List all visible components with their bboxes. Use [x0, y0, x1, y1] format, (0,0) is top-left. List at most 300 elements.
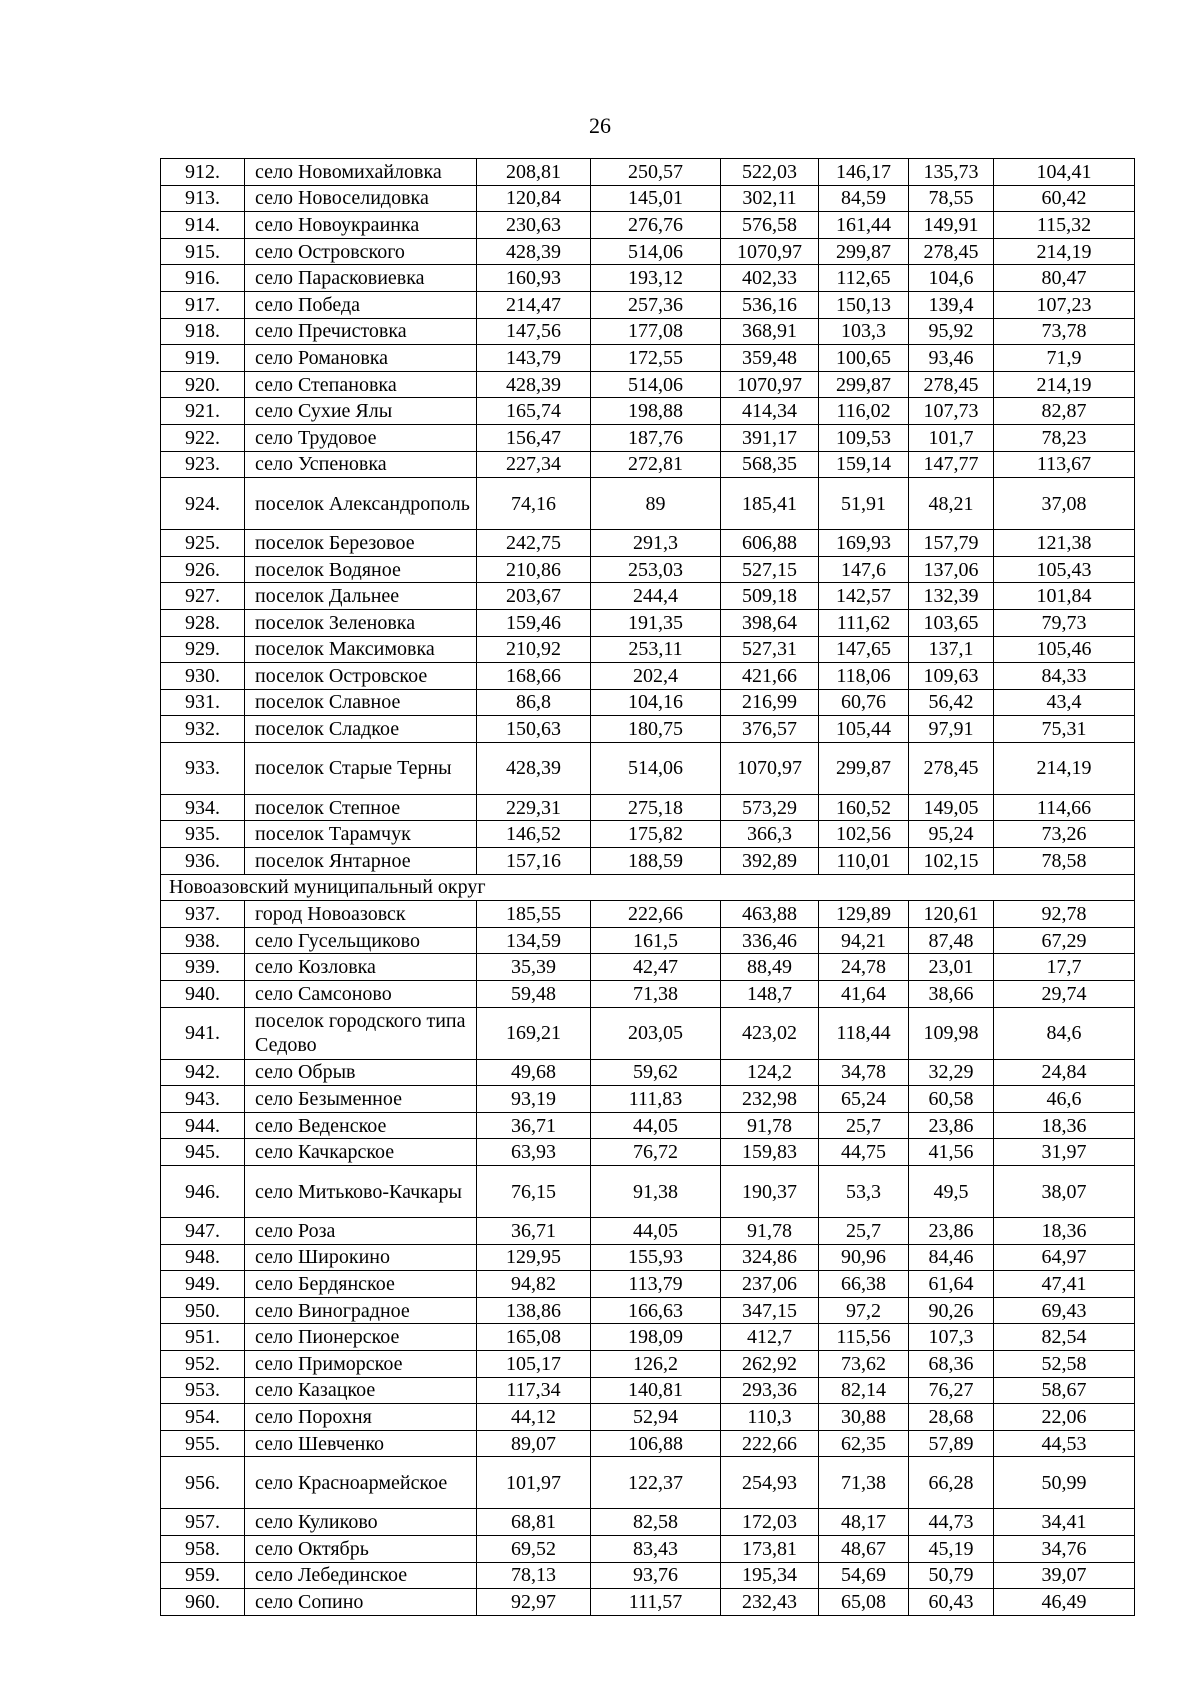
value-cell-6: 75,31	[994, 716, 1135, 743]
value-cell-5: 23,01	[909, 954, 994, 981]
value-cell-5: 60,58	[909, 1086, 994, 1113]
value-cell-4: 51,91	[819, 478, 909, 530]
value-cell-6: 78,58	[994, 848, 1135, 875]
settlement-name: село Успеновка	[245, 451, 477, 478]
table-row	[161, 1218, 1135, 1245]
value-cell-2: 52,94	[591, 1404, 721, 1431]
row-number: 936.	[161, 848, 245, 875]
value-cell-6: 214,19	[994, 238, 1135, 265]
row-number: 951.	[161, 1324, 245, 1351]
settlement-name: поселок городского типа Седово	[245, 1007, 477, 1059]
value-cell-5: 76,27	[909, 1377, 994, 1404]
value-cell-6: 29,74	[994, 981, 1135, 1008]
value-cell-5: 32,29	[909, 1059, 994, 1086]
value-cell-1: 428,39	[477, 742, 591, 794]
table-row	[161, 1324, 1135, 1351]
value-cell-6: 22,06	[994, 1404, 1135, 1431]
value-cell-4: 41,64	[819, 981, 909, 1008]
value-cell-2: 514,06	[591, 238, 721, 265]
value-cell-4: 160,52	[819, 794, 909, 821]
table-row	[161, 1112, 1135, 1139]
value-cell-3: 412,7	[721, 1324, 819, 1351]
table-row	[161, 901, 1135, 928]
value-cell-1: 160,93	[477, 265, 591, 292]
value-cell-3: 88,49	[721, 954, 819, 981]
value-cell-3: 262,92	[721, 1350, 819, 1377]
row-number: 943.	[161, 1086, 245, 1113]
value-cell-5: 78,55	[909, 185, 994, 212]
value-cell-2: 193,12	[591, 265, 721, 292]
value-cell-1: 93,19	[477, 1086, 591, 1113]
value-cell-3: 366,3	[721, 821, 819, 848]
value-cell-4: 118,06	[819, 663, 909, 690]
value-cell-2: 161,5	[591, 927, 721, 954]
value-cell-4: 34,78	[819, 1059, 909, 1086]
table-row	[161, 424, 1135, 451]
value-cell-4: 116,02	[819, 398, 909, 425]
table-row	[161, 1244, 1135, 1271]
value-cell-6: 38,07	[994, 1166, 1135, 1218]
value-cell-4: 90,96	[819, 1244, 909, 1271]
value-cell-3: 195,34	[721, 1562, 819, 1589]
value-cell-2: 126,2	[591, 1350, 721, 1377]
row-number: 938.	[161, 927, 245, 954]
value-cell-1: 208,81	[477, 159, 591, 186]
value-cell-1: 156,47	[477, 424, 591, 451]
table-row	[161, 291, 1135, 318]
value-cell-2: 275,18	[591, 794, 721, 821]
value-cell-2: 106,88	[591, 1430, 721, 1457]
value-cell-2: 91,38	[591, 1166, 721, 1218]
value-cell-5: 147,77	[909, 451, 994, 478]
value-cell-4: 54,69	[819, 1562, 909, 1589]
value-cell-2: 44,05	[591, 1112, 721, 1139]
table-row	[161, 1139, 1135, 1166]
value-cell-4: 60,76	[819, 689, 909, 716]
value-cell-1: 147,56	[477, 318, 591, 345]
value-cell-1: 168,66	[477, 663, 591, 690]
table-row	[161, 1404, 1135, 1431]
settlement-name: село Сухие Ялы	[245, 398, 477, 425]
value-cell-1: 117,34	[477, 1377, 591, 1404]
row-number: 934.	[161, 794, 245, 821]
settlement-name: село Самсоново	[245, 981, 477, 1008]
value-cell-4: 147,6	[819, 556, 909, 583]
value-cell-5: 137,06	[909, 556, 994, 583]
value-cell-4: 82,14	[819, 1377, 909, 1404]
value-cell-4: 146,17	[819, 159, 909, 186]
row-number: 913.	[161, 185, 245, 212]
value-cell-5: 120,61	[909, 901, 994, 928]
value-cell-2: 257,36	[591, 291, 721, 318]
table-body	[161, 159, 1135, 1616]
value-cell-4: 65,24	[819, 1086, 909, 1113]
value-cell-4: 100,65	[819, 345, 909, 372]
settlement-name: село Степановка	[245, 371, 477, 398]
value-cell-4: 118,44	[819, 1007, 909, 1059]
value-cell-5: 278,45	[909, 238, 994, 265]
table-row	[161, 159, 1135, 186]
table-row	[161, 265, 1135, 292]
row-number: 928.	[161, 609, 245, 636]
table-row	[161, 1589, 1135, 1616]
row-number: 956.	[161, 1457, 245, 1509]
table-row	[161, 1457, 1135, 1509]
value-cell-1: 49,68	[477, 1059, 591, 1086]
value-cell-5: 60,43	[909, 1589, 994, 1616]
row-number: 950.	[161, 1297, 245, 1324]
settlement-name: село Виноградное	[245, 1297, 477, 1324]
row-number: 930.	[161, 663, 245, 690]
value-cell-3: 293,36	[721, 1377, 819, 1404]
row-number: 929.	[161, 636, 245, 663]
settlement-name: поселок Тарамчук	[245, 821, 477, 848]
value-cell-5: 135,73	[909, 159, 994, 186]
value-cell-2: 89	[591, 478, 721, 530]
row-number: 924.	[161, 478, 245, 530]
value-cell-6: 44,53	[994, 1430, 1135, 1457]
value-cell-2: 59,62	[591, 1059, 721, 1086]
value-cell-1: 159,46	[477, 609, 591, 636]
value-cell-2: 93,76	[591, 1562, 721, 1589]
value-cell-6: 84,6	[994, 1007, 1135, 1059]
value-cell-2: 202,4	[591, 663, 721, 690]
value-cell-3: 216,99	[721, 689, 819, 716]
value-cell-5: 68,36	[909, 1350, 994, 1377]
settlement-name: поселок Дальнее	[245, 583, 477, 610]
value-cell-5: 157,79	[909, 530, 994, 557]
settlement-name: поселок Янтарное	[245, 848, 477, 875]
value-cell-1: 165,08	[477, 1324, 591, 1351]
value-cell-6: 17,7	[994, 954, 1135, 981]
row-number: 917.	[161, 291, 245, 318]
value-cell-3: 172,03	[721, 1509, 819, 1536]
value-cell-6: 60,42	[994, 185, 1135, 212]
value-cell-6: 84,33	[994, 663, 1135, 690]
settlement-name: село Романовка	[245, 345, 477, 372]
value-cell-3: 568,35	[721, 451, 819, 478]
value-cell-1: 203,67	[477, 583, 591, 610]
value-cell-5: 278,45	[909, 742, 994, 794]
value-cell-3: 391,17	[721, 424, 819, 451]
value-cell-5: 23,86	[909, 1112, 994, 1139]
value-cell-5: 23,86	[909, 1218, 994, 1245]
settlement-name: село Новомихайловка	[245, 159, 477, 186]
settlement-name: село Октябрь	[245, 1535, 477, 1562]
value-cell-3: 398,64	[721, 609, 819, 636]
settlement-name: село Веденское	[245, 1112, 477, 1139]
table-row	[161, 530, 1135, 557]
value-cell-1: 185,55	[477, 901, 591, 928]
row-number: 944.	[161, 1112, 245, 1139]
value-cell-2: 250,57	[591, 159, 721, 186]
table-row	[161, 1350, 1135, 1377]
table-row	[161, 212, 1135, 239]
value-cell-2: 514,06	[591, 742, 721, 794]
value-cell-5: 93,46	[909, 345, 994, 372]
value-cell-4: 48,17	[819, 1509, 909, 1536]
value-cell-5: 44,73	[909, 1509, 994, 1536]
table-row	[161, 1509, 1135, 1536]
value-cell-5: 101,7	[909, 424, 994, 451]
value-cell-1: 157,16	[477, 848, 591, 875]
row-number: 932.	[161, 716, 245, 743]
value-cell-3: 190,37	[721, 1166, 819, 1218]
settlement-name: село Лебединское	[245, 1562, 477, 1589]
row-number: 955.	[161, 1430, 245, 1457]
value-cell-5: 95,24	[909, 821, 994, 848]
value-cell-6: 92,78	[994, 901, 1135, 928]
value-cell-4: 159,14	[819, 451, 909, 478]
value-cell-4: 65,08	[819, 1589, 909, 1616]
value-cell-5: 56,42	[909, 689, 994, 716]
value-cell-5: 95,92	[909, 318, 994, 345]
table-row	[161, 848, 1135, 875]
value-cell-3: 347,15	[721, 1297, 819, 1324]
value-cell-5: 90,26	[909, 1297, 994, 1324]
value-cell-6: 114,66	[994, 794, 1135, 821]
row-number: 954.	[161, 1404, 245, 1431]
value-cell-3: 254,93	[721, 1457, 819, 1509]
row-number: 916.	[161, 265, 245, 292]
settlement-name: поселок Александрополь	[245, 478, 477, 530]
value-cell-5: 107,3	[909, 1324, 994, 1351]
value-cell-5: 28,68	[909, 1404, 994, 1431]
value-cell-2: 111,57	[591, 1589, 721, 1616]
value-cell-6: 47,41	[994, 1271, 1135, 1298]
value-cell-6: 105,46	[994, 636, 1135, 663]
value-cell-3: 392,89	[721, 848, 819, 875]
value-cell-5: 61,64	[909, 1271, 994, 1298]
row-number: 957.	[161, 1509, 245, 1536]
table-row	[161, 636, 1135, 663]
table-row	[161, 345, 1135, 372]
row-number: 942.	[161, 1059, 245, 1086]
value-cell-2: 172,55	[591, 345, 721, 372]
table-row	[161, 981, 1135, 1008]
value-cell-6: 64,97	[994, 1244, 1135, 1271]
table-row	[161, 398, 1135, 425]
settlement-name: село Новоукраинка	[245, 212, 477, 239]
row-number: 921.	[161, 398, 245, 425]
row-number: 935.	[161, 821, 245, 848]
value-cell-1: 129,95	[477, 1244, 591, 1271]
row-number: 947.	[161, 1218, 245, 1245]
value-cell-3: 522,03	[721, 159, 819, 186]
row-number: 953.	[161, 1377, 245, 1404]
table-row	[161, 821, 1135, 848]
row-number: 926.	[161, 556, 245, 583]
row-number: 925.	[161, 530, 245, 557]
value-cell-1: 242,75	[477, 530, 591, 557]
row-number: 919.	[161, 345, 245, 372]
value-cell-5: 48,21	[909, 478, 994, 530]
row-number: 937.	[161, 901, 245, 928]
value-cell-3: 376,57	[721, 716, 819, 743]
settlement-name: село Парасковиевка	[245, 265, 477, 292]
value-cell-5: 41,56	[909, 1139, 994, 1166]
value-cell-5: 149,91	[909, 212, 994, 239]
table-row	[161, 716, 1135, 743]
table-row	[161, 238, 1135, 265]
settlement-name: село Козловка	[245, 954, 477, 981]
value-cell-4: 103,3	[819, 318, 909, 345]
value-cell-2: 122,37	[591, 1457, 721, 1509]
value-cell-3: 368,91	[721, 318, 819, 345]
value-cell-2: 111,83	[591, 1086, 721, 1113]
tariff-table	[160, 158, 1135, 1616]
value-cell-6: 46,49	[994, 1589, 1135, 1616]
value-cell-4: 73,62	[819, 1350, 909, 1377]
settlement-name: село Трудовое	[245, 424, 477, 451]
value-cell-6: 107,23	[994, 291, 1135, 318]
row-number: 940.	[161, 981, 245, 1008]
table-row	[161, 1430, 1135, 1457]
value-cell-5: 38,66	[909, 981, 994, 1008]
value-cell-3: 91,78	[721, 1112, 819, 1139]
row-number: 915.	[161, 238, 245, 265]
value-cell-3: 148,7	[721, 981, 819, 1008]
settlement-name: поселок Максимовка	[245, 636, 477, 663]
settlement-name: село Приморское	[245, 1350, 477, 1377]
table-row	[161, 1377, 1135, 1404]
value-cell-1: 227,34	[477, 451, 591, 478]
value-cell-4: 84,59	[819, 185, 909, 212]
row-number: 931.	[161, 689, 245, 716]
value-cell-4: 115,56	[819, 1324, 909, 1351]
table-row	[161, 663, 1135, 690]
value-cell-4: 30,88	[819, 1404, 909, 1431]
value-cell-2: 244,4	[591, 583, 721, 610]
value-cell-6: 78,23	[994, 424, 1135, 451]
settlement-name: поселок Сладкое	[245, 716, 477, 743]
row-number: 948.	[161, 1244, 245, 1271]
value-cell-3: 576,58	[721, 212, 819, 239]
settlement-name: село Обрыв	[245, 1059, 477, 1086]
section-label: Новоазовский муниципальный округ	[161, 874, 1135, 901]
value-cell-3: 1070,97	[721, 238, 819, 265]
row-number: 959.	[161, 1562, 245, 1589]
value-cell-2: 191,35	[591, 609, 721, 636]
value-cell-3: 414,34	[721, 398, 819, 425]
value-cell-2: 175,82	[591, 821, 721, 848]
row-number: 918.	[161, 318, 245, 345]
value-cell-6: 50,99	[994, 1457, 1135, 1509]
value-cell-1: 74,16	[477, 478, 591, 530]
value-cell-2: 222,66	[591, 901, 721, 928]
value-cell-5: 278,45	[909, 371, 994, 398]
value-cell-1: 76,15	[477, 1166, 591, 1218]
value-cell-4: 161,44	[819, 212, 909, 239]
table-row	[161, 1271, 1135, 1298]
value-cell-2: 514,06	[591, 371, 721, 398]
value-cell-6: 52,58	[994, 1350, 1135, 1377]
value-cell-6: 43,4	[994, 689, 1135, 716]
table-row	[161, 583, 1135, 610]
value-cell-3: 91,78	[721, 1218, 819, 1245]
value-cell-1: 68,81	[477, 1509, 591, 1536]
value-cell-6: 71,9	[994, 345, 1135, 372]
value-cell-2: 253,11	[591, 636, 721, 663]
value-cell-1: 63,93	[477, 1139, 591, 1166]
table-row	[161, 1166, 1135, 1218]
value-cell-6: 18,36	[994, 1112, 1135, 1139]
row-number: 914.	[161, 212, 245, 239]
value-cell-4: 53,3	[819, 1166, 909, 1218]
table-row	[161, 1086, 1135, 1113]
value-cell-1: 89,07	[477, 1430, 591, 1457]
value-cell-1: 229,31	[477, 794, 591, 821]
settlement-name: село Гусельщиково	[245, 927, 477, 954]
value-cell-2: 253,03	[591, 556, 721, 583]
settlement-name: поселок Славное	[245, 689, 477, 716]
value-cell-3: 185,41	[721, 478, 819, 530]
value-cell-4: 102,56	[819, 821, 909, 848]
value-cell-4: 24,78	[819, 954, 909, 981]
table-row	[161, 1059, 1135, 1086]
settlement-name: село Роза	[245, 1218, 477, 1245]
settlement-name: село Куликово	[245, 1509, 477, 1536]
settlement-name: село Бердянское	[245, 1271, 477, 1298]
value-cell-2: 198,88	[591, 398, 721, 425]
value-cell-2: 276,76	[591, 212, 721, 239]
value-cell-4: 94,21	[819, 927, 909, 954]
value-cell-4: 111,62	[819, 609, 909, 636]
value-cell-3: 402,33	[721, 265, 819, 292]
value-cell-5: 97,91	[909, 716, 994, 743]
table-row	[161, 742, 1135, 794]
row-number: 945.	[161, 1139, 245, 1166]
settlement-name: село Сопино	[245, 1589, 477, 1616]
settlement-name: село Победа	[245, 291, 477, 318]
value-cell-6: 113,67	[994, 451, 1135, 478]
table-row	[161, 185, 1135, 212]
value-cell-2: 71,38	[591, 981, 721, 1008]
value-cell-1: 44,12	[477, 1404, 591, 1431]
settlement-name: поселок Зеленовка	[245, 609, 477, 636]
value-cell-4: 109,53	[819, 424, 909, 451]
value-cell-4: 150,13	[819, 291, 909, 318]
row-number: 958.	[161, 1535, 245, 1562]
value-cell-3: 124,2	[721, 1059, 819, 1086]
value-cell-4: 299,87	[819, 371, 909, 398]
value-cell-1: 59,48	[477, 981, 591, 1008]
value-cell-6: 115,32	[994, 212, 1135, 239]
row-number: 941.	[161, 1007, 245, 1059]
value-cell-1: 36,71	[477, 1218, 591, 1245]
value-cell-1: 428,39	[477, 238, 591, 265]
value-cell-6: 18,36	[994, 1218, 1135, 1245]
value-cell-4: 112,65	[819, 265, 909, 292]
settlement-name: село Казацкое	[245, 1377, 477, 1404]
value-cell-5: 149,05	[909, 794, 994, 821]
value-cell-4: 169,93	[819, 530, 909, 557]
value-cell-1: 230,63	[477, 212, 591, 239]
settlement-name: село Митьково-Качкары	[245, 1166, 477, 1218]
value-cell-1: 143,79	[477, 345, 591, 372]
value-cell-3: 527,15	[721, 556, 819, 583]
table-row	[161, 609, 1135, 636]
value-cell-4: 147,65	[819, 636, 909, 663]
value-cell-6: 46,6	[994, 1086, 1135, 1113]
value-cell-1: 120,84	[477, 185, 591, 212]
value-cell-1: 36,71	[477, 1112, 591, 1139]
settlement-name: село Качкарское	[245, 1139, 477, 1166]
value-cell-4: 25,7	[819, 1218, 909, 1245]
settlement-name: село Островского	[245, 238, 477, 265]
value-cell-4: 129,89	[819, 901, 909, 928]
settlement-name: село Пречистовка	[245, 318, 477, 345]
